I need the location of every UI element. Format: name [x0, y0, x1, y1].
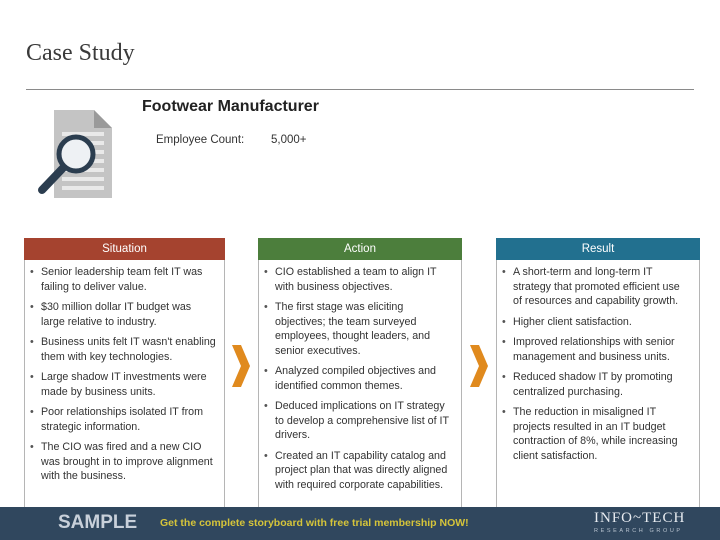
list-item: • Reduced shadow IT by promoting centralized purchasing. — [501, 370, 691, 399]
sample-watermark: SAMPLE — [58, 512, 138, 533]
action-header: Action — [258, 238, 462, 260]
list-item: • $30 million dollar IT budget was large relative to industry. — [29, 300, 216, 329]
action-body — [258, 260, 462, 508]
list-item: • Higher client satisfaction. — [501, 315, 691, 330]
chevron-right-icon — [230, 343, 252, 389]
list-item: • Deduced implications on IT strategy to develop a comprehensive list of IT drivers. — [263, 399, 453, 443]
logo-tagline: RESEARCH GROUP — [594, 528, 683, 534]
company-name: Footwear Manufacturer — [142, 98, 319, 115]
list-item: • The reduction in misaligned IT projects resulted in an IT budget contraction of 8%, while increasing client satisfaction. — [501, 405, 691, 463]
page-title: Case Study — [26, 40, 135, 66]
chevron-right-icon — [468, 343, 490, 389]
list-item: • Poor relationships isolated IT from strategic information. — [29, 405, 216, 434]
situation-list — [29, 265, 216, 484]
list-item: • CIO established a team to align IT with business objectives. — [263, 265, 453, 294]
trial-membership-link[interactable]: Get the complete storyboard with free trial membership NOW! — [160, 517, 469, 529]
employee-count-value: 5,000+ — [271, 134, 307, 146]
info-tech-logo — [594, 510, 694, 538]
list-item: • Business units felt IT wasn't enabling them with key technologies. — [29, 335, 216, 364]
list-item: • Created an IT capability catalog and project plan that was directly aligned with required corporate capabilities. — [263, 449, 453, 493]
action-list — [263, 265, 453, 492]
result-column — [496, 238, 700, 508]
employee-count-label: Employee Count: — [156, 134, 245, 146]
footer-bar — [0, 507, 720, 540]
result-list — [501, 265, 691, 463]
situation-column — [24, 238, 225, 508]
list-item: • A short-term and long-term IT strategy that promoted efficient use of resources and capability growth. — [501, 265, 691, 309]
list-item: • The first stage was eliciting objectives; the team surveyed employees, thought leaders, and senior executives. — [263, 300, 453, 358]
list-item: • Senior leadership team felt IT was failing to deliver value. — [29, 265, 216, 294]
title-divider — [26, 89, 694, 90]
list-item: • Large shadow IT investments were made by business units. — [29, 370, 216, 399]
list-item: • The CIO was fired and a new CIO was brought in to improve alignment with the business. — [29, 440, 216, 484]
situation-header: Situation — [24, 238, 225, 260]
logo-wordmark: INFO~TECH — [594, 510, 686, 526]
list-item: • Analyzed compiled objectives and identified common themes. — [263, 364, 453, 393]
action-column — [258, 238, 462, 508]
result-body — [496, 260, 700, 508]
result-header: Result — [496, 238, 700, 260]
document-search-icon — [34, 106, 134, 202]
situation-body — [24, 260, 225, 508]
list-item: • Improved relationships with senior management and business units. — [501, 335, 691, 364]
